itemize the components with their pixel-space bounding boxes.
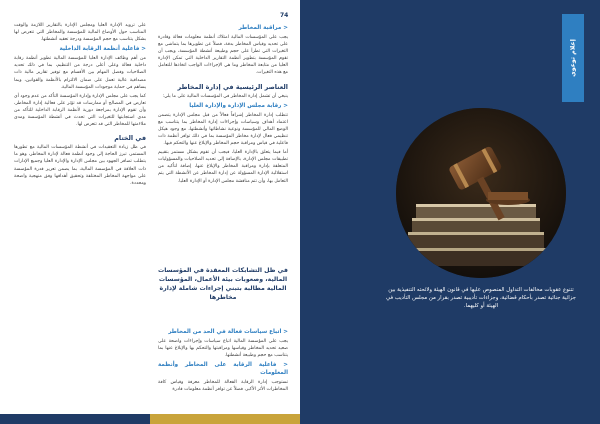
section-text-internal-control: من أهم وظائف الإدارة العليا للمؤسسة المالية تطوير أنظمة رقابة داخلية فعالة وعلى أعلى درجة من التنظيم، بما في ذلك تحديد الصلاحيات وفصل المهام بين الأقسام مع توفير تقارير مالية ذات مصداقية عالية تعمل على ضمان الالتزام بالأنظمة والقوانين، وبما يساهم في حماية موجودات المؤسسة المالية. bbox=[14, 56, 146, 90]
footer-bar bbox=[0, 414, 300, 424]
image-page bbox=[300, 0, 600, 424]
lower-text-column bbox=[158, 326, 288, 395]
footer-bar-navy-segment bbox=[0, 414, 150, 424]
gavel-illustration bbox=[396, 108, 566, 278]
section-text-senior-management: أما فيما يتعلق بالإدارة العليا، فيجب أن تقوم بشكل مستمر بتقييم تطبيقات مجلس الإدارة، بالإضافة إلى تحديد الصلاحيات والمسؤوليات المتعلقة بإدارة ومراقبة المخاطر والإبلاغ عنها، إضافة لتأكيد من استقلالية الإدارة المسؤولة عن إدارة المخاطر عن الأنشطة التي يتم التعامل بها، وأن تتم مناقشة مجلس الإدارة أو الإدارة العليا. bbox=[158, 150, 288, 184]
gavel-books-photo bbox=[396, 108, 566, 278]
section-title-risk-monitoring: < مراقبة المخاطر bbox=[238, 25, 288, 31]
pull-quote: في ظل التشابكات المعقدة في المؤسسات المالية، وصعوبات بيئة الأعمال، المؤسسات المالية مطالبة بتبني إجراءات شاملة لإدارة مخاطرها bbox=[158, 267, 288, 301]
section-title-info-systems: < فاعلية الرقابة على المخاطر وأنظمة المعلومات bbox=[158, 362, 288, 377]
left-text-column bbox=[14, 22, 146, 189]
image-caption: تتنوع عقوبات مخالفات التداول المنصوص عليها في قانون الهيئة ولائحته التنفيذية بين جزائية جنائية تصدر بأحكام قضائية، وجزاءات تأديبية تصدر بقرار من مجلس التأديب في الهيئة أو كليهما. bbox=[386, 287, 576, 310]
conclusion-text: في ظل زيادة التعقيدات في أنشطة المؤسسات المالية مع تطورها المستمر، تبرز الحاجة إلى وجود أنظمة فعالة لإدارة المخاطر، وهو ما يتطلب تضافر الجهود بين مجلس الإدارة والإدارة العليا وجميع الإدارات ذات العلاقة في المؤسسة المالية، بما يضمن تعزيز قدرة المؤسسة على مواجهة المخاطر المختلفة وتحقيق أهدافها وفق منهجية واضحة ومحددة. bbox=[14, 145, 146, 186]
page-number: 74 bbox=[280, 12, 289, 19]
conclusion-heading: في الختام bbox=[114, 134, 146, 143]
section-text-risk-monitoring: يجب على المؤسسات المالية امتلاك أنظمة معلومات فعالة وقادرة على تحديد وقياس المخاطر بدقة، فضلاً عن تطويرها بما يتماشى مع التغيرات التي تطرأ على حجم وطبيعة أنشطة المؤسسة، ويجب أن تقوم المؤسسة بتطوير أنظمة التقارير الداخلية التي تمكن الإدارة العليا من متابعة المخاطر وما هي الإجراءات الواجب اتخاذها للتعامل مع هذه التغيرات. bbox=[158, 35, 288, 76]
section-title-risk-policies: < اتباع سياسات فعالة في الحد من المخاطر bbox=[168, 329, 288, 335]
right-text-column bbox=[158, 22, 288, 187]
section-title-board-oversight: < رقابة مجلس الإدارة والإدارة العليا bbox=[189, 102, 288, 109]
continued-text: على تزويد الإدارة العليا ومجلس الإدارة بالتقارير اللازمة والوقت المناسب حول الأوضاع المالية للمؤسسة والمخاطر التي تتعرض لها بشكل يتناسب مع حجم المؤسسة ودرجة تعقيد أنشطتها. bbox=[14, 23, 146, 43]
section-text-info-systems: تستوجب إدارة الرقابة الفعالة للمخاطر معرفة وقياس كافة المخاطرات الأثر الأكبر، فضلاً عن توافر أنظمة معلومات قادرة bbox=[158, 380, 288, 393]
section-text-risk-policies: يجب على المؤسسة المالية اتباع سياسات وإجراءات واضحة على صعيد تحديد المخاطر وقياسها ومراقبتها والتحكم بها والإبلاغ عنها بما يتناسب مع حجم وطبيعة أنشطتها. bbox=[158, 339, 288, 359]
section-text-internal-control-2: كما يجب على مجلس الإدارة وإدارة المؤسسة التأكد من عدم وجود أي تعارض في المصالح أو ممارسات قد تؤثر على فعالية إدارة المخاطر، وأن تقوم الإدارة بمراجعة دورية لأنظمة الرقابة الداخلية للتأكد من مدى استجابتها للتغيرات التي تحدث في أنشطة المؤسسة ومدى ملاءمتها للمخاطر التي قد تتعرض لها. bbox=[14, 93, 146, 128]
main-heading: العناصر الرئيسية في إدارة المخاطر bbox=[177, 82, 288, 91]
section-tab-label: إعلام توعوي bbox=[569, 39, 577, 77]
main-intro: ينبغي أن تشمل إدارة المخاطر في المؤسسات المالية على ما يلي: bbox=[162, 93, 288, 99]
section-title-internal-control: < فاعلية أنظمة الرقابة الداخلية bbox=[59, 46, 146, 53]
section-tab bbox=[562, 14, 584, 102]
section-text-board-oversight: تتطلب إدارة المخاطر إشرافاً فعالاً من قبل مجلس الإدارة يتضمن اعتماد أهداف وسياسات وإجراءات إدارة المخاطر بما يتناسب مع الوضع المالي للمؤسسة ونوعية نشاطاتها وأنشطتها، مع وجود هيكل تنظيمي فعال لإدارة مخاطر المؤسسة بما في ذلك توافر أنظمة ذات فاعلية في قياس ومراقبة حجم المخاطر والإبلاغ عنها والتحكم فيها. bbox=[158, 112, 288, 147]
